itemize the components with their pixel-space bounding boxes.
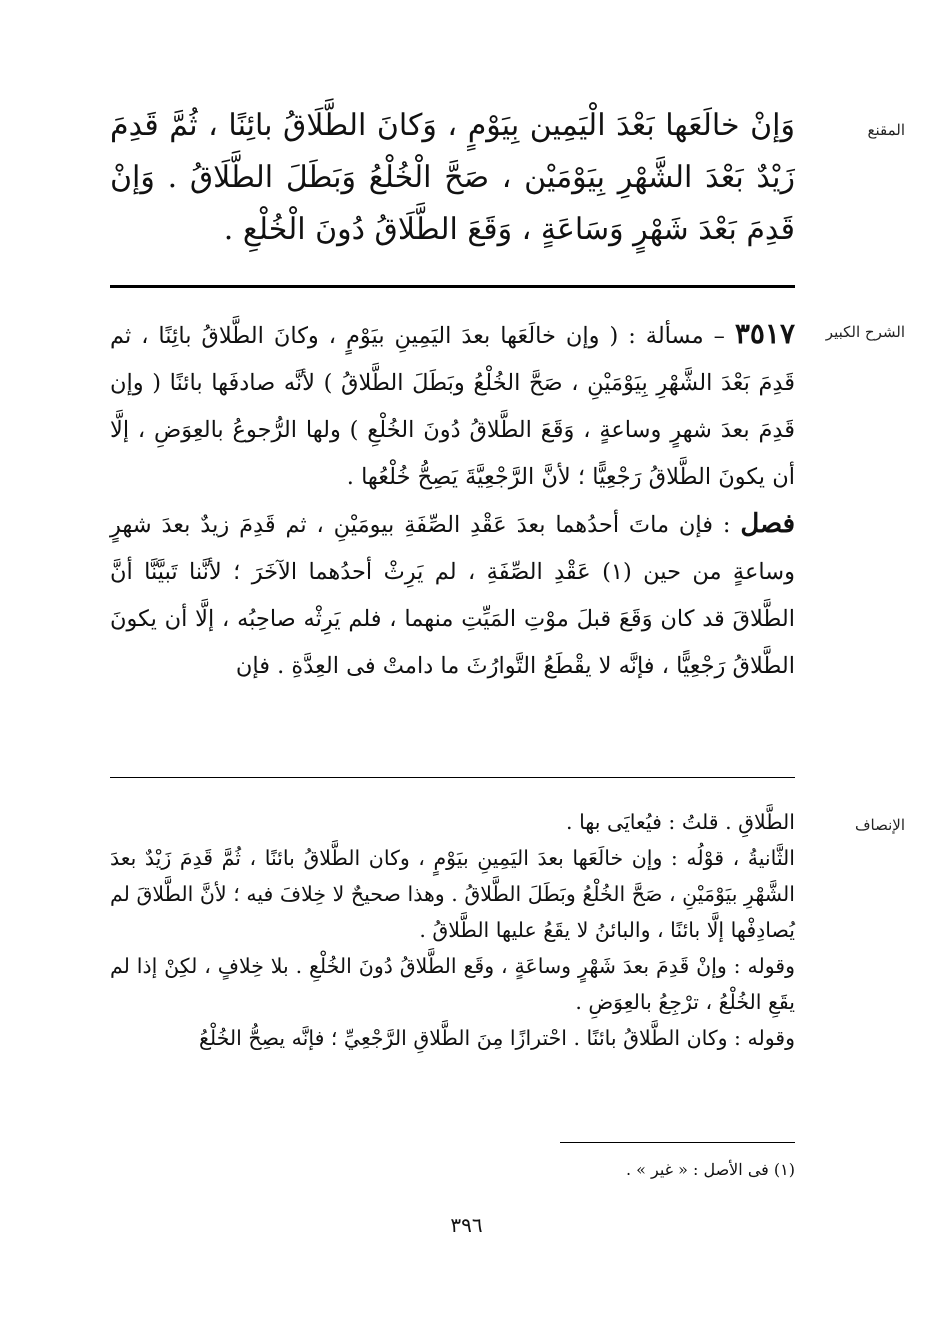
sharh-paragraph-1 (110, 310, 795, 501)
insaf-text-block (110, 804, 795, 1056)
insaf-paragraph-1: الطَّلاقِ . قلتُ : فيُعايَى بها . (566, 810, 795, 834)
footnote-divider (560, 1142, 795, 1143)
issue-number: ٣٥١٧ (734, 317, 795, 350)
section-divider (110, 285, 795, 288)
insaf-paragraph-4: وقوله : وكان الطَّلاقُ بائنًا . احْترازًا مِنَ الطَّلاقِ الرَّجْعِيِّ ؛ فإنَّه يصِحُّ الخُلْعُ (199, 1026, 795, 1050)
sharh-paragraph-2-text: : فإن ماتَ أحدُهما بعدَ عَقْدِ الصِّفَةِ بيومَيْنِ ، ثم قَدِمَ زيدٌ بعدَ شهرٍ وساعةٍ من حين (١) عَقْدِ الصِّفَةِ ، لم يَرِثْ أحدُهما الآخَرَ ؛ لأنَّنا تَبيَّنَّا أنَّ الطَّلاقَ قد كان وَقَعَ قبلَ موْتِ المَيِّتِ منهما ، فلم يَرِثْه صاحِبُه ، إلَّا أن يكونَ الطَّلاقُ رَجْعِيًّا ، فإنَّه لا يقْطَعُ التَّوارُثَ ما دامتْ فى العِدَّةِ . فإن (110, 512, 795, 679)
page-number: ٣٩٦ (450, 1213, 483, 1237)
sharh-paragraph-2 (110, 501, 795, 690)
muqni-text-block (110, 100, 795, 256)
fasl-heading: فصل (740, 509, 795, 539)
sharh-text-block (110, 310, 795, 690)
section-label-muqni: المقنع (867, 121, 905, 139)
section-label-sharh: الشرح الكبير (825, 323, 905, 341)
muqni-paragraph: وَإنْ خالَعَها بَعْدَ الْيَمِين بِيَوْمٍ ، وَكانَ الطَّلَاقُ بائِنًا ، ثُمَّ قَدِمَ زَيْدٌ بَعْدَ الشَّهْرِ بِيَوْمَيْن ، صَحَّ الْخُلْعُ وَبَطَلَ الطَّلَاقُ . وَإنْ قَدِمَ بَعْدَ شَهْرٍ وَسَاعَةٍ ، وَقَعَ الطَّلَاقُ دُونَ الْخُلْعِ . (110, 108, 795, 247)
insaf-paragraph-3: وقوله : وإنْ قَدِمَ بعدَ شَهْرٍ وساعَةٍ ، وقَع الطَّلاقُ دُونَ الخُلْعِ . بلا خِلافٍ ، لكِنْ إذا لم يقَعِ الخُلْعُ ، ترْجِعُ بالعِوَضِ . (110, 954, 795, 1014)
section-divider-thin (110, 777, 795, 778)
section-label-insaf: الإنصاف (854, 816, 905, 834)
sharh-paragraph-1-text: – مسألة : ( وإن خالَعَها بعدَ اليَمِينِ بيَوْمٍ ، وكانَ الطَّلاقُ بائِنًا ، ثم قَدِمَ بَعْدَ الشَّهْرِ بِيَوْمَيْنِ ، صَحَّ الخُلْعُ وبَطَلَ الطَّلاقُ ) لأنَّه صادفَها بائنًا ( وإن قَدِمَ بعدَ شهرٍ وساعةٍ ، وَقَعَ الطَّلاقُ دُونَ الخُلْعِ ) ولها الرُّجوعُ بالعِوَضِ ، إلَّا أن يكونَ الطَّلاقُ رَجْعِيًّا ؛ لأنَّ الرَّجْعِيَّةَ يَصِحُّ خُلْعُها . (110, 323, 795, 490)
insaf-paragraph-2: الثَّانيةُ ، قوْلُه : وإن خالَعَها بعدَ اليَمِينِ بيَوْمٍ ، وكان الطَّلاقُ بائنًا ، ثُمَّ قَدِمَ زَيْدٌ بعدَ الشَّهْرِ بيَوْمَيْنِ ، صَحَّ الخُلْعُ وبَطَلَ الطَّلاقُ . وهذا صحيحٌ لا خِلافَ فيه ؛ لأنَّ الطَّلاقَ لم يُصادِفْها إلَّا بائنًا ، والبائنُ لا يقَعُ عليها الطَّلاقُ . (110, 846, 795, 942)
footnote: (١) فى الأصل : « غير » . (625, 1160, 795, 1179)
